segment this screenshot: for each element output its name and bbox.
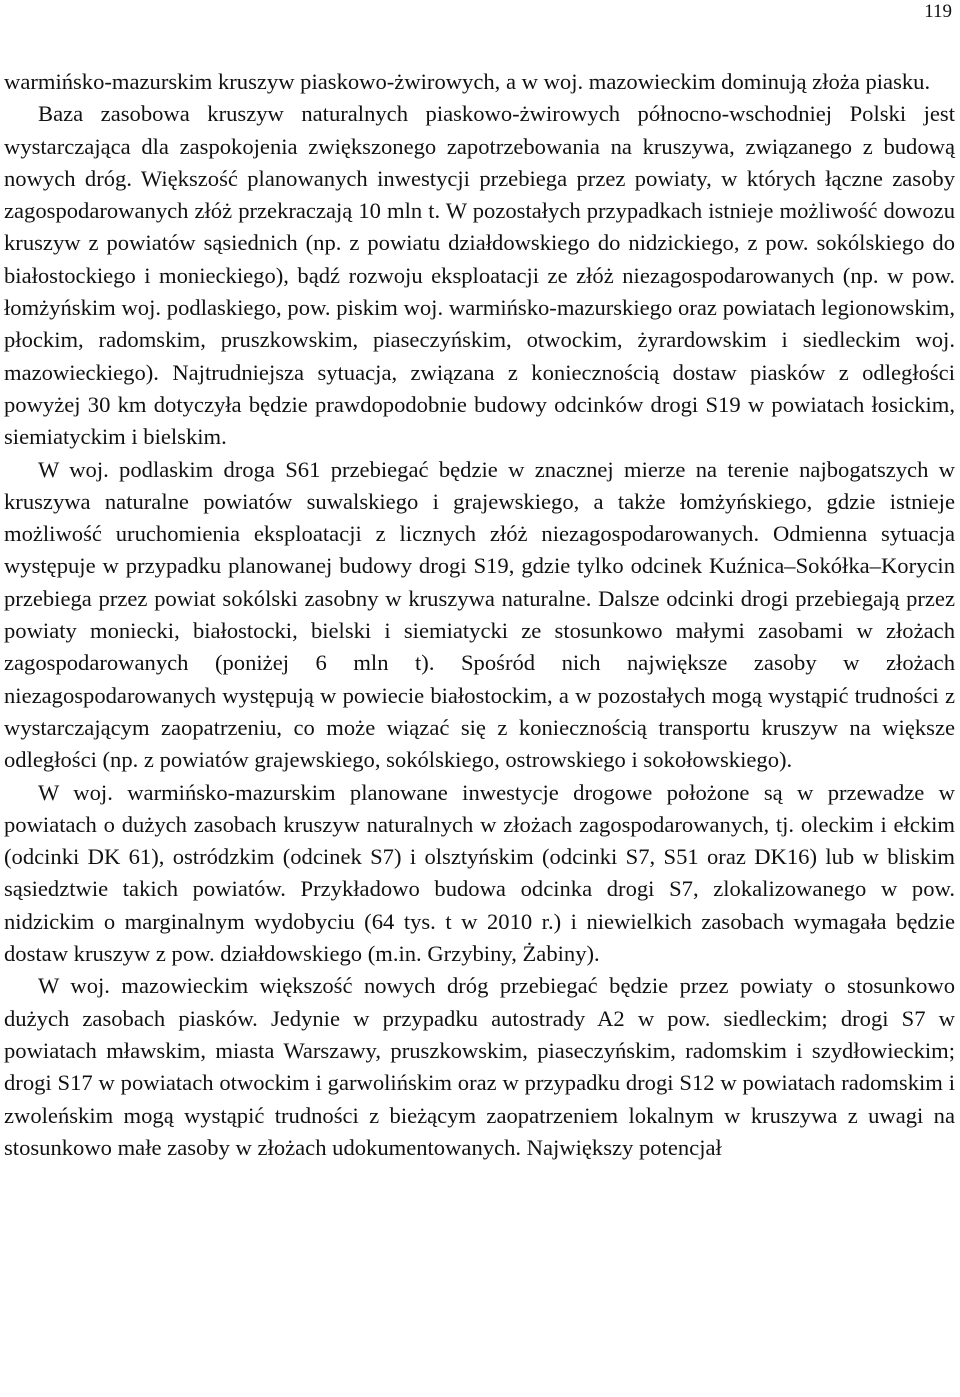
page-number: 119 bbox=[924, 1, 952, 22]
paragraph-podlaskie: W woj. podlaskim droga S61 przebiegać będzie w znacznej mierze na terenie najbogatszych w kruszywa naturalne powiatów suwalskiego i grajewskiego, a także łomżyńskiego, gdzie istnieje możliwość uruchomienia eksploatacji z licznych złóż niezagospodarowanych. Odmienna sytuacja występuje w przypadku planowanej budowy drogi S19, gdzie tylko odcinek Kuźnica–Sokółka–Korycin przebiega przez powiat sokólski zasobny w kruszywa naturalne. Dalsze odcinki drogi przebiegają przez powiaty moniecki, białostocki, bielski i siemiatycki ze stosunkowo małymi zasobami w złożach zagospodarowanych (poniżej 6 mln t). Spośród nich największe zasoby w złożach niezagospodarowanych występują w powiecie białostockim, a w pozostałych mogą wystąpić trudności z wystarczającym zaopatrzeniu, co może wiązać się z koniecznością transportu kruszyw na większe odległości (np. z powiatów grajewskiego, sokólskiego, ostrowskiego i sokołowskiego). bbox=[4, 456, 955, 773]
paragraph-warminsko-mazurskie: W woj. warmińsko-mazurskim planowane inwestycje drogowe położone są w przewadze w powiatach o dużych zasobach kruszyw naturalnych w złożach zagospodarowanych, tj. oleckim i ełckim (odcinki DK 61), ostródzkim (odcinek S7) i olsztyńskim (odcinki S7, S51 oraz DK16) lub w bliskim sąsiedztwie takich powiatów. Przykładowo budowa odcinka drogi S7, zlokalizowanego w pow. nidzickim o marginalnym wydobyciu (64 tys. t w 2010 r.) i niewielkich zasobach wymagała będzie dostaw kruszyw z pow. działdowskiego (m.in. Grzybiny, Żabiny). bbox=[4, 779, 955, 967]
paragraph-continuation: warmińsko-mazurskim kruszyw piaskowo-żwirowych, a w woj. mazowieckim dominują złoża piasku. bbox=[4, 69, 931, 94]
paragraph-resource-base: Baza zasobowa kruszyw naturalnych piaskowo-żwirowych północno-wschodniej Polski jest wystarczająca dla zaspokojenia zwiększonego zapotrzebowania na kruszywa, związanego z budową nowych dróg. Większość planowanych inwestycji przebiega przez powiaty, w których łączne zasoby zagospodarowanych złóż przekraczają 10 mln t. W pozostałych przypadkach istnieje możliwość dowozu kruszyw z powiatów sąsiednich (np. z powiatu działdowskiego do nidzickiego, z pow. sokólskiego do białostockiego i monieckiego), bądź rozwoju eksploatacji ze złóż niezagospodarowanych (np. w pow. łomżyńskim woj. podlaskiego, pow. piskim woj. warmińsko-mazurskiego oraz powiatach legionowskim, płockim, radomskim, pruszkowskim, piaseczyńskim, otwockim, żyrardowskim i siedleckim woj. mazowieckiego). Najtrudniejsza sytuacja, związana z koniecznością dostaw piasków z odległości powyżej 30 km dotyczyła będzie prawdopodobnie budowy odcinków drogi S19 w powiatach łosickim, siemiatyckim i bielskim. bbox=[4, 101, 955, 450]
paragraph-mazowieckie: W woj. mazowieckim większość nowych dróg przebiegać będzie przez powiaty o stosunkowo dużych zasobach piasków. Jedynie w przypadku autostrady A2 w pow. siedleckim; drogi S7 w powiatach mławskim, miasta Warszawy, pruszkowskim, piaseczyńskim, radomskim i szydłowieckim; drogi S17 w powiatach otwockim i garwolińskim oraz w przypadku drogi S12 w powiatach radomskim i zwoleńskim mogą wystąpić trudności z bieżącym zaopatrzeniem lokalnym w kruszywa z uwagi na stosunkowo małe zasoby w złożach udokumentowanych. Największy potencjał bbox=[4, 973, 955, 1160]
document-body bbox=[4, 66, 955, 1164]
